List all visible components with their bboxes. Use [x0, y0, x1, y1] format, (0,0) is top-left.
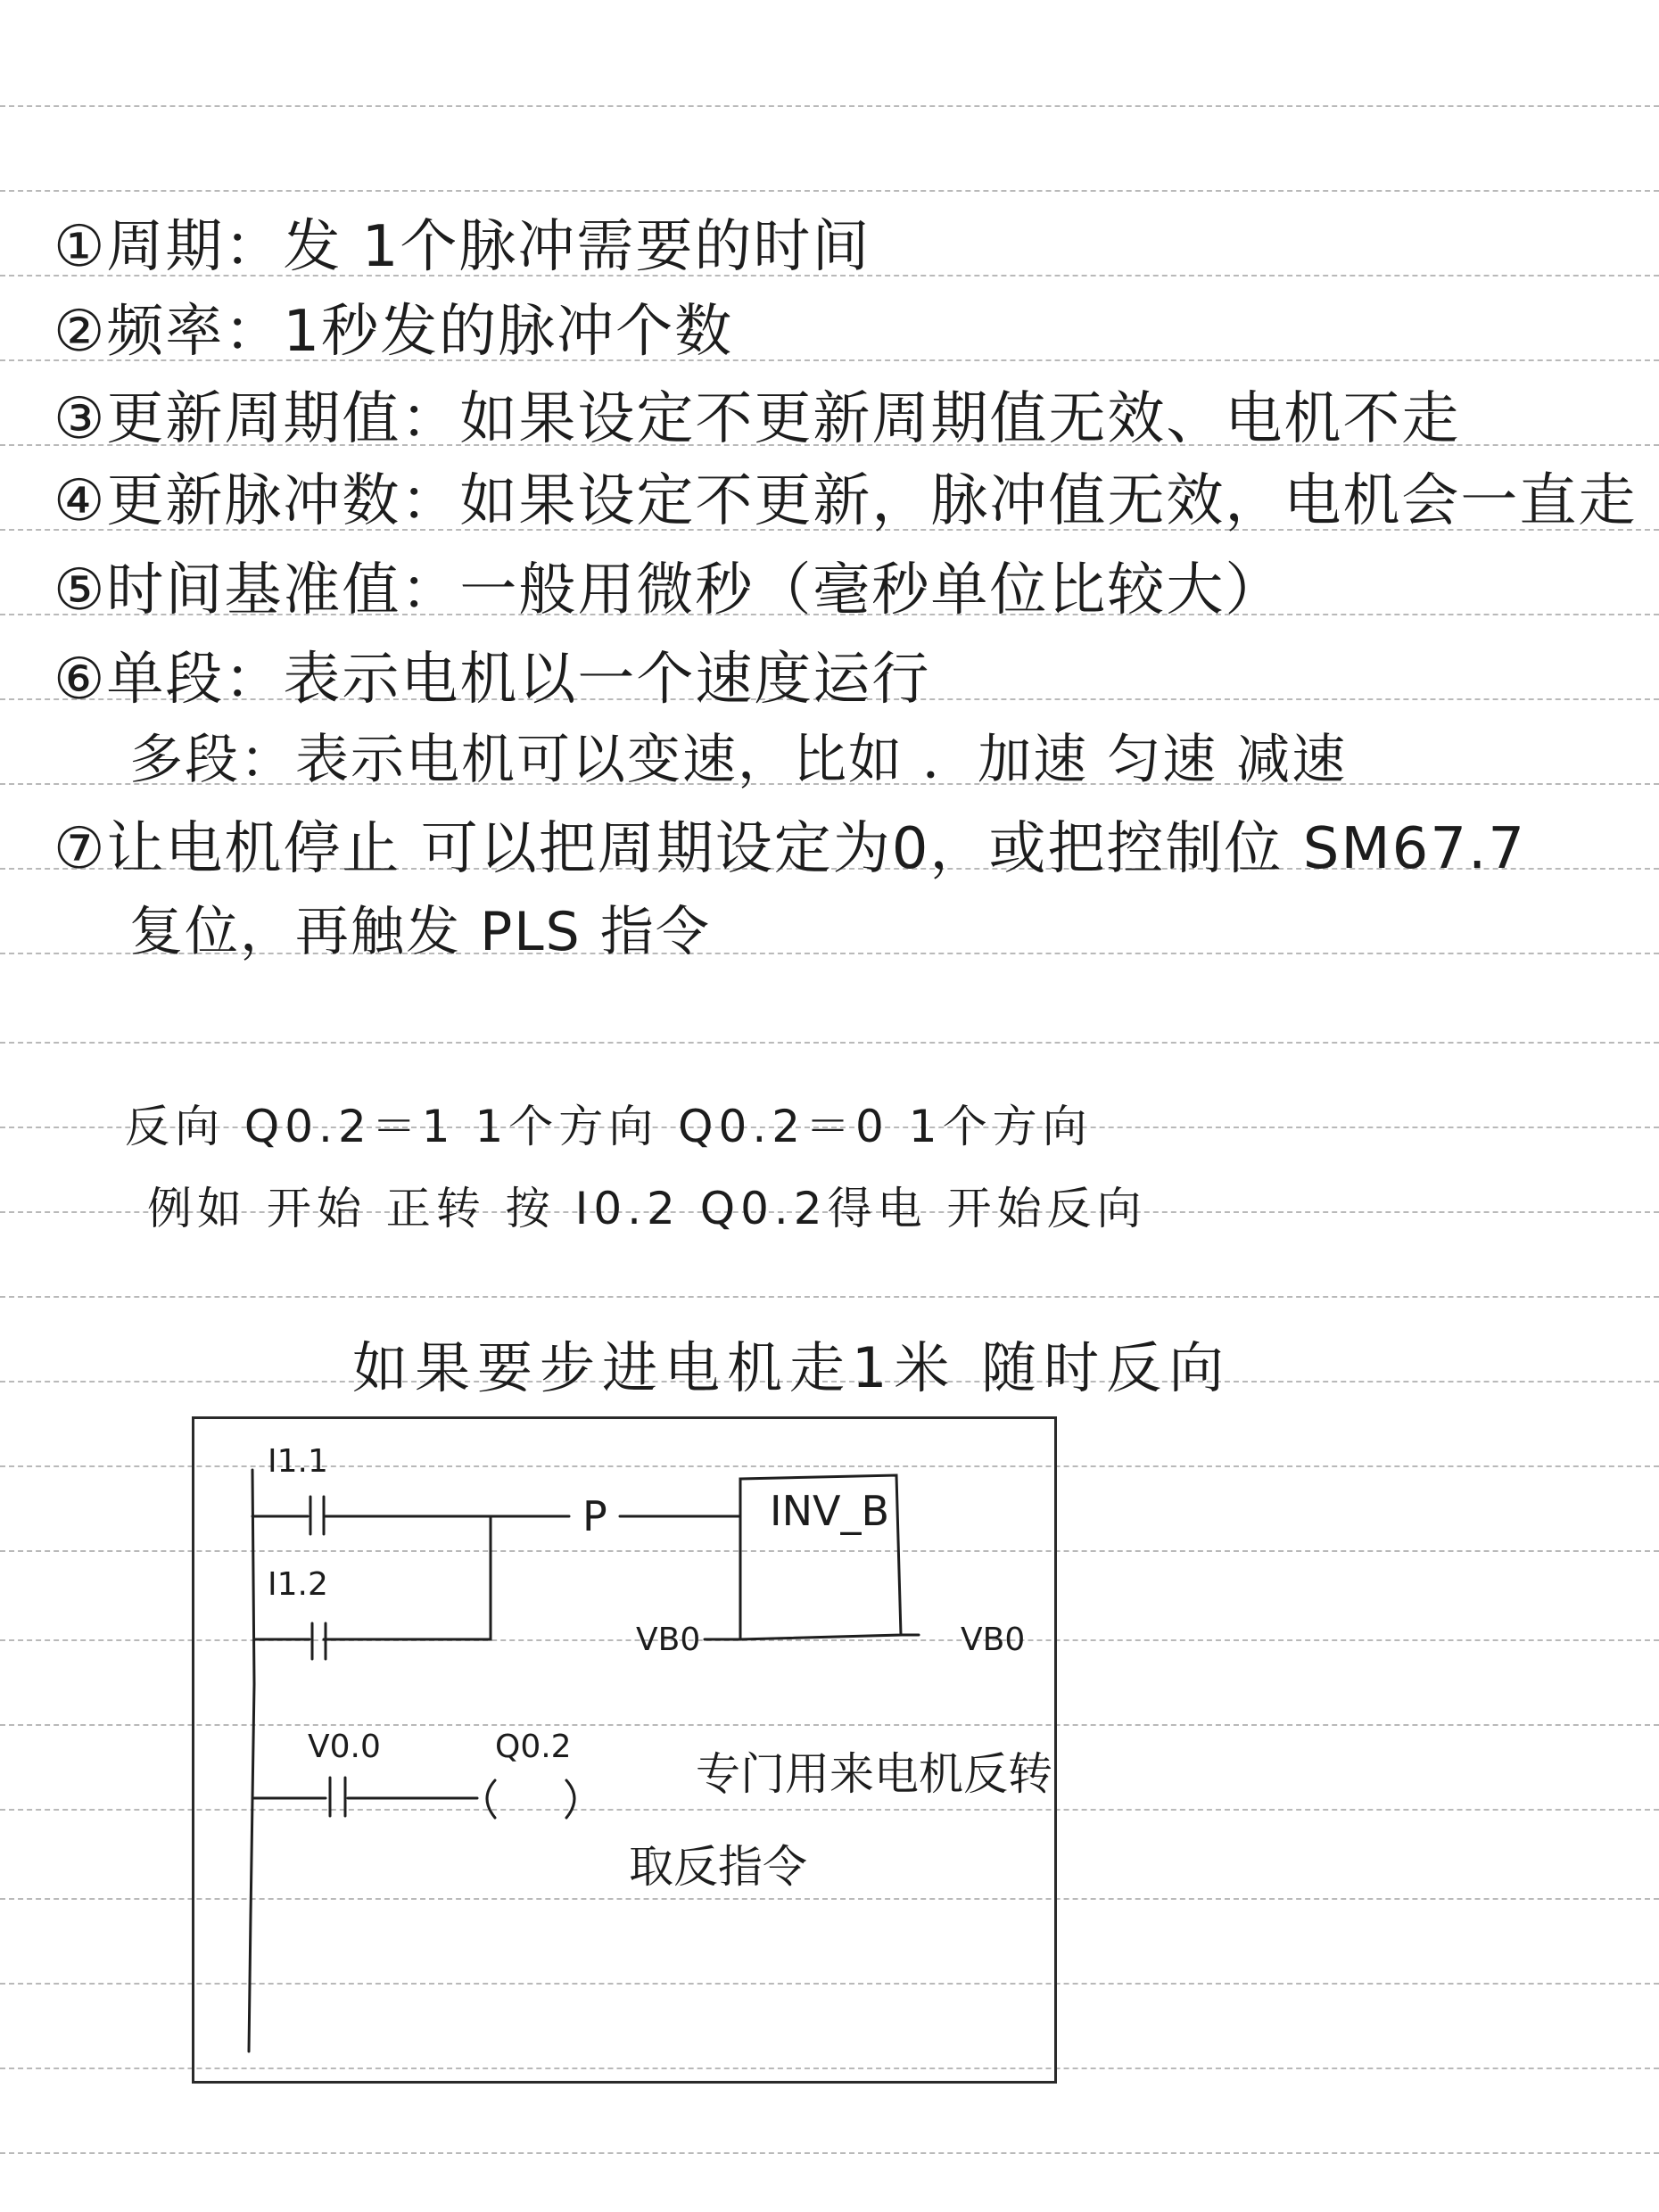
note-6: [54, 647, 931, 713]
inv-b-out-label: VB0: [961, 1622, 1026, 1658]
power-rail: [249, 1470, 254, 2051]
note-3: [54, 386, 1461, 452]
note-number: ⑤: [54, 557, 107, 623]
note-6-continued: [129, 729, 1348, 791]
note-text: 更新脉冲数：如果设定不更新，脉冲值无效，电机会一直走: [106, 468, 1638, 534]
note-5: [54, 557, 1284, 623]
coil-q02-right: [566, 1780, 574, 1818]
ruled-line: [0, 2152, 1659, 2154]
contact-v00-symbol: [330, 1778, 345, 1816]
note-text: 周期：发 1个脉冲需要的时间: [106, 214, 871, 280]
branch-wire: [324, 1516, 491, 1639]
note-7-continued: [129, 901, 711, 963]
contact-i12-label: I1.2: [268, 1566, 328, 1603]
ladder-diagram: [192, 1416, 1057, 2084]
direction-line-2: 例如 开始 正转 按 I0.2 Q0.2得电 开始反向: [147, 1183, 1147, 1234]
note-7: [54, 816, 1527, 882]
note-number: ④: [54, 468, 107, 534]
ruled-line: [0, 1296, 1659, 1298]
note-2: [54, 299, 734, 365]
contact-v00-label: V0.0: [308, 1729, 381, 1765]
note-text: 复位，再触发 PLS 指令: [129, 901, 711, 963]
note-number: ⑥: [54, 647, 107, 713]
contact-i11-label: I1.1: [268, 1443, 328, 1480]
direction-line-1: 反向 Q0.2＝1 1个方向 Q0.2＝0 1个方向: [125, 1101, 1093, 1152]
inv-b-in-label: VB0: [636, 1622, 701, 1658]
note-text: 时间基准值：一般用微秒（毫秒单位比较大）: [106, 557, 1284, 623]
note-number: ③: [54, 386, 107, 452]
note-number: ②: [54, 299, 107, 365]
note-1: [54, 214, 871, 280]
note-text: 单段：表示电机以一个速度运行: [106, 647, 931, 713]
note-number: ⑦: [54, 816, 107, 882]
reverse-note: 专门用来电机反转: [696, 1748, 1052, 1800]
invert-note: 取反指令: [629, 1841, 807, 1893]
note-text: 频率：1秒发的脉冲个数: [106, 299, 734, 365]
note-text: 更新周期值：如果设定不更新周期值无效、电机不走: [106, 386, 1461, 452]
contact-i11-symbol: [310, 1497, 324, 1534]
inv-b-label: INV_B: [770, 1487, 890, 1535]
note-text: 多段：表示电机可以变速，比如 ．加速 匀速 减速: [129, 729, 1348, 791]
note-number: ①: [54, 214, 107, 280]
note-text: 让电机停止 可以把周期设定为0，或把控制位 SM67.7: [106, 816, 1527, 882]
edge-p-label: P: [582, 1492, 607, 1540]
ruled-line: [0, 1042, 1659, 1044]
contact-i12-symbol: [312, 1623, 326, 1659]
ruled-line: [0, 105, 1659, 107]
note-4: [54, 468, 1638, 534]
diagram-title: 如果要步进电机走1米 随时反向: [352, 1335, 1232, 1400]
coil-q02-label: Q0.2: [495, 1729, 572, 1765]
coil-q02-left: [487, 1780, 495, 1818]
ruled-line: [0, 190, 1659, 192]
